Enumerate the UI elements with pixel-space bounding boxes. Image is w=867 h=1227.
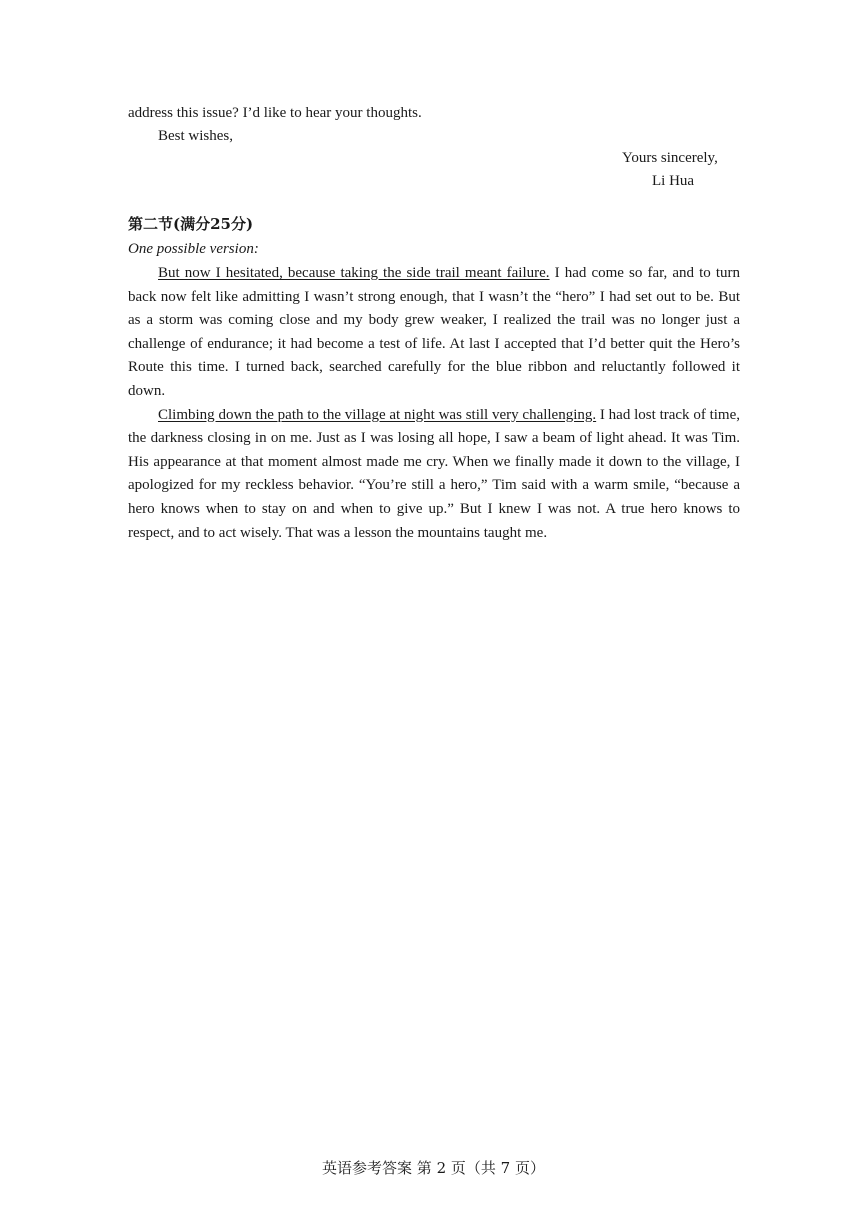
essay-paragraph-1	[128, 262, 740, 404]
sample-essay	[128, 262, 740, 545]
page-footer: 英语参考答案 第 2 页（共 7 页）	[322, 1159, 545, 1177]
paragraph-2-opening-sentence: Climbing down the path to the village at night was still very challenging.	[158, 406, 597, 423]
paragraph-2-body: I had lost track of time, the darkness closing in on me. Just as I was losing all hope, I saw a beam of light ahead. It was Tim. His appearance at that moment almost made me cry. When we finally made it down to the village, I apologized for my reckless behavior. “You’re still a hero,” Tim said with a warm smile, “because a hero knows when to stay on and when to give up.” But I knew I was not. A true hero knows to respect, and to act wisely. That was a lesson the mountains taught me.	[128, 406, 740, 541]
paragraph-1-opening-sentence: But now I hesitated, because taking the side trail meant failure.	[158, 265, 550, 281]
letter-closing: Yours sincerely,	[622, 150, 718, 166]
letter-wishes: Best wishes,	[158, 128, 233, 144]
letter-last-line: address this issue? I’d like to hear your thoughts.	[128, 105, 422, 121]
letter-signature: Li Hua	[652, 173, 695, 189]
essay-paragraph-2	[128, 404, 740, 546]
paragraph-1-body: I had come so far, and to turn back now felt like admitting I wasn’t strong enough, that I wasn’t the “hero” I had set out to be. But as a storm was coming close and my body grew weaker, I realized the trail was no longer just a challenge of endurance; it had become a test of life. At last I accepted that I’d better quit the Hero’s Route this time. I turned back, searched carefully for the blue ribbon and reluctantly followed it down.	[128, 265, 740, 399]
section-heading: 第二节(满分25分)	[128, 215, 254, 233]
version-label: One possible version:	[128, 241, 259, 257]
